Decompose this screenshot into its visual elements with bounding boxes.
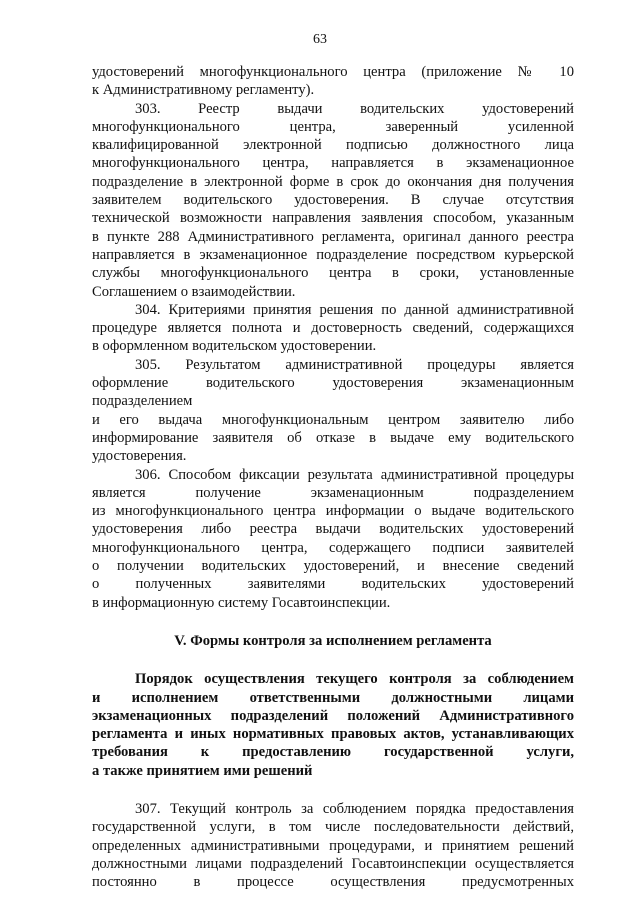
text-line: квалифицированной электронной подписью должностного лица: [92, 137, 574, 154]
document-body: [92, 63, 574, 891]
text-line: в пункте 288 Административного регламента, оригинал данного реестра: [92, 228, 574, 245]
text-line: информирование заявителя об отказе в выдаче ему водительского: [92, 429, 574, 446]
text-line: и его выдача многофункциональным центром заявителю либо: [92, 411, 574, 428]
spacer: [92, 612, 574, 632]
text-line: а также принятием ими решений: [92, 762, 313, 779]
text-line: технической возможности направления заявления способом, указанным: [92, 210, 574, 227]
text-line: подразделение в электронной форме в срок до окончания дня получения: [92, 173, 574, 190]
text-line: государственной услуги, в том числе последовательности действий,: [92, 819, 574, 836]
section-heading: [92, 670, 574, 780]
text-line: и исполнением ответственными должностными лицами: [92, 689, 574, 706]
text-line: заявителем водительского удостоверения. В случае отсутствия: [92, 192, 574, 209]
paragraph: [92, 466, 574, 612]
text-line: является получение экзаменационным подразделением: [92, 484, 574, 501]
paragraph: [92, 800, 574, 891]
text-line: Соглашением о взаимодействии.: [92, 283, 296, 300]
text-line: оформление водительского удостоверения экзаменационным: [92, 375, 574, 392]
text-line: 306. Способом фиксации результата административной процедуры: [135, 466, 574, 483]
text-line: требования к предоставлению государственной услуги,: [92, 744, 574, 761]
text-line: экзаменационных подразделений положений Административного: [92, 707, 574, 724]
text-line: удостоверения.: [92, 448, 187, 465]
text-line: многофункционального центра, содержащего подписи заявителей: [92, 539, 574, 556]
text-line: многофункционального центра, заверенный усиленной: [92, 118, 574, 135]
text-line: службы многофункционального центра в сроки, установленные: [92, 265, 574, 282]
text-line: 307. Текущий контроль за соблюдением порядка предоставления: [135, 800, 574, 817]
text-line: регламента и иных нормативных правовых актов, устанавливающих: [92, 726, 574, 743]
text-line: подразделением: [92, 393, 193, 410]
text-line: к Административному регламенту).: [92, 82, 315, 99]
text-line: постоянно в процессе осуществления предусмотренных: [92, 874, 574, 891]
text-line: о полученных заявителями водительских удостоверений: [92, 576, 574, 593]
text-line: о получении водительских удостоверений, и внесение сведений: [92, 558, 574, 575]
text-line: многофункционального центра, направляется в экзаменационное: [92, 155, 574, 172]
text-line: 304. Критериями принятия решения по данной административной: [135, 301, 574, 318]
text-line: направляется в экзаменационное подразделение посредством курьерской: [92, 246, 574, 263]
text-line: удостоверений многофункционального центра (приложение № 10: [92, 64, 574, 80]
paragraph: [92, 356, 574, 466]
text-line: 303. Реестр выдачи водительских удостоверений: [135, 100, 574, 117]
text-line: в информационную систему Госавтоинспекции.: [92, 594, 391, 611]
text-line: процедуре является полнота и достоверность сведений, содержащихся: [92, 320, 574, 337]
text-line: 305. Результатом административной процедуры является: [135, 356, 574, 373]
text-line: определенных административными процедурами, и принятием решений: [92, 837, 574, 854]
text-line: в оформленном водительском удостоверении.: [92, 338, 377, 355]
text-line: V. Формы контроля за исполнением регламента: [174, 632, 492, 649]
spacer: [92, 780, 574, 800]
spacer: [92, 650, 574, 670]
paragraph: [92, 301, 574, 356]
section-heading: [92, 632, 574, 650]
text-line: из многофункционального центра информации о выдаче водительского: [92, 503, 574, 520]
paragraph: [92, 100, 574, 301]
text-line: Порядок осуществления текущего контроля за соблюдением: [135, 671, 574, 688]
text-line: удостоверения либо реестра выдачи водительских удостоверений: [92, 521, 574, 538]
paragraph: [92, 63, 574, 100]
text-line: должностными лицами подразделений Госавтоинспекции осуществляется: [92, 855, 574, 872]
page-number: 63: [313, 32, 327, 47]
